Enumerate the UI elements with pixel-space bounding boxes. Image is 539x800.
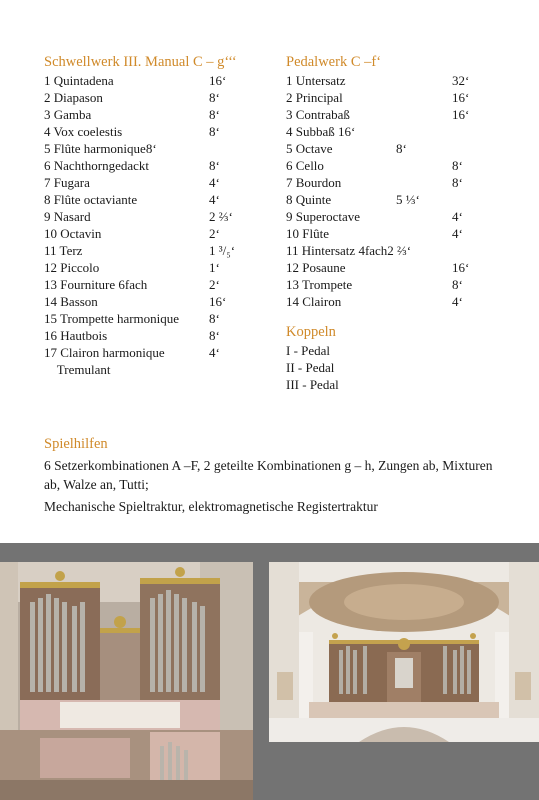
stop-pitch: 8‘	[209, 158, 220, 173]
stop-name: 3 Contrabaß	[286, 107, 350, 122]
stop-pitch: 32‘	[452, 73, 470, 88]
stop-name: 7 Bourdon	[286, 175, 342, 190]
stop-name: 8 Flûte octaviante	[44, 192, 138, 207]
stop-pitch: 8‘	[452, 175, 463, 190]
couplings-list	[286, 342, 339, 393]
stop-name: 12 Posaune	[286, 260, 346, 275]
stop-name: 14 Basson	[44, 294, 98, 309]
organ-case-photo	[0, 562, 253, 800]
stop-pitch: 16‘	[452, 90, 470, 105]
stop-name: 8 Quinte	[286, 192, 332, 207]
stop-name: 1 Quintadena	[44, 73, 114, 88]
playing-aids-title: Spielhilfen	[44, 436, 108, 452]
coupling-item: II - Pedal	[286, 360, 335, 375]
stop-name: 11 Hintersatz 4fach2 ⅔‘	[286, 243, 412, 258]
stop-name: 4 Subbaß 16‘	[286, 124, 356, 139]
stop-name: 2 Principal	[286, 90, 343, 105]
stop-name: 9 Superoctave	[286, 209, 361, 224]
stop-name: 16 Hautbois	[44, 328, 108, 343]
playing-aids-action: Mechanische Spieltraktur, elektromagnetische Registertraktur	[44, 499, 378, 514]
stop-pitch: 4‘	[452, 209, 463, 224]
stop-pitch: 16‘	[209, 73, 227, 88]
stop-name: 10 Octavin	[44, 226, 102, 241]
stop-pitch: 4‘	[452, 294, 463, 309]
stop-pitch: 5 ⅓‘	[396, 192, 420, 207]
stop-pitch: 1 ³/₅‘	[209, 243, 236, 258]
stop-pitch: 2‘	[209, 226, 220, 241]
stop-pitch: 8‘	[452, 277, 463, 292]
stop-name: 1 Untersatz	[286, 73, 346, 88]
stop-pitch: 8‘	[209, 124, 220, 139]
stop-name: 14 Clairon	[286, 294, 342, 309]
stop-pitch: 8‘	[209, 311, 220, 326]
stop-name: 15 Trompette harmonique	[44, 311, 180, 326]
coupling-item: I - Pedal	[286, 343, 331, 358]
stop-pitch: 8‘	[452, 158, 463, 173]
stop-name: 4 Vox coelestis	[44, 124, 123, 139]
stop-name: 13 Fourniture 6fach	[44, 277, 148, 292]
pedal-division-title: Pedalwerk C –f‘	[286, 54, 382, 70]
stop-name: 3 Gamba	[44, 107, 92, 122]
stop-pitch: 1‘	[209, 260, 220, 275]
stop-pitch: 2‘	[209, 277, 220, 292]
stop-pitch: 16‘	[452, 260, 470, 275]
stop-pitch: 4‘	[209, 192, 220, 207]
stop-name: 6 Nachthorngedackt	[44, 158, 150, 173]
stop-pitch: 16‘	[209, 294, 227, 309]
stop-name: 13 Trompete	[286, 277, 353, 292]
stop-pitch: 8‘	[209, 328, 220, 343]
playing-aids-combinations: 6 Setzerkombinationen A –F, 2 geteilte Kombinationen g – h, Zungen ab, Mixturen ab, Walze an, Tutti;	[44, 458, 493, 492]
stop-name: 12 Piccolo	[44, 260, 100, 275]
stop-pitch: 8‘	[209, 90, 220, 105]
stop-name: 6 Cello	[286, 158, 324, 173]
swell-division-title: Schwellwerk III. Manual C – g‘‘‘	[44, 54, 237, 70]
stop-name: 5 Octave	[286, 141, 333, 156]
stop-name: 11 Terz	[44, 243, 83, 258]
stop-name: 2 Diapason	[44, 90, 103, 105]
stop-name: 7 Fugara	[44, 175, 90, 190]
stop-pitch: 16‘	[452, 107, 470, 122]
church-interior-photo	[269, 562, 539, 742]
stop-name: Tremulant	[44, 362, 111, 377]
couplings-title: Koppeln	[286, 324, 336, 340]
stop-pitch: 4‘	[209, 175, 220, 190]
playing-aids-text	[44, 456, 504, 516]
stop-pitch: 4‘	[452, 226, 463, 241]
stop-pitch: 8‘	[209, 107, 220, 122]
stop-name: 17 Clairon harmonique	[44, 345, 165, 360]
stop-name: 10 Flûte	[286, 226, 329, 241]
stop-pitch: 8‘	[396, 141, 407, 156]
coupling-item: III - Pedal	[286, 377, 339, 392]
stop-name: 5 Flûte harmonique8‘	[44, 141, 157, 156]
stop-name: 9 Nasard	[44, 209, 91, 224]
stop-pitch: 4‘	[209, 345, 220, 360]
stop-pitch: 2 ⅔‘	[209, 209, 233, 224]
